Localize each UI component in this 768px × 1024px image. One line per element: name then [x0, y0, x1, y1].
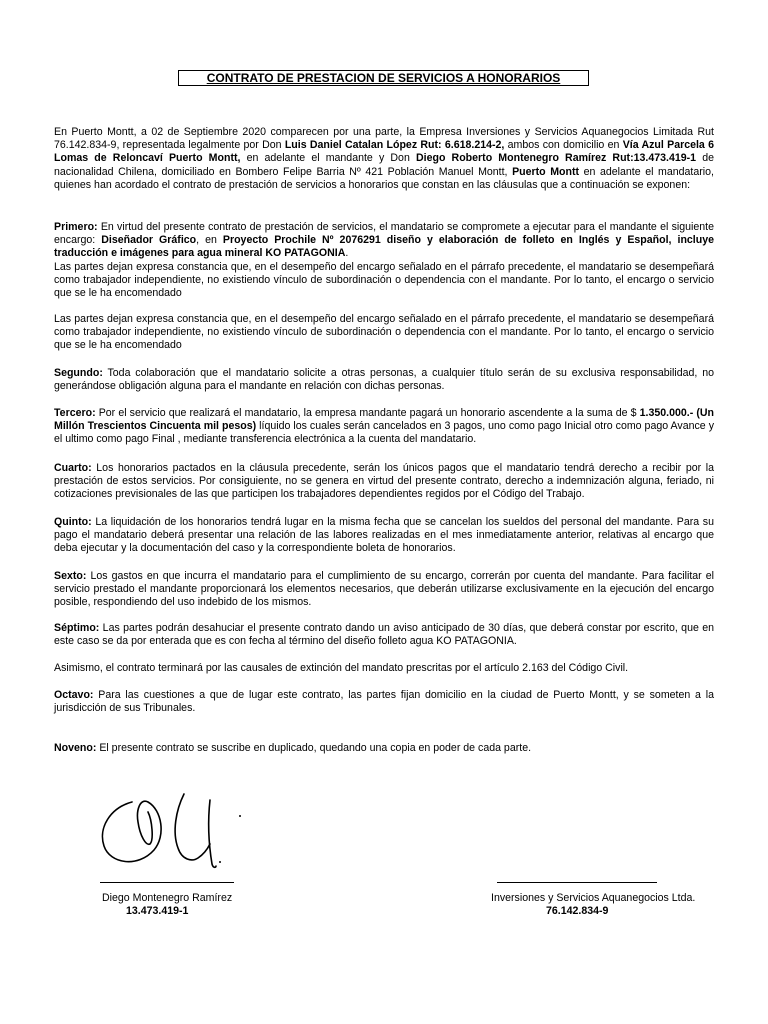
clause-text: Las partes podrán desahuciar el presente contrato dando un aviso anticipado de 30 días, que deberá constar por escrito, que en este caso se da por enterada que es con fecha al término del diseño folleto agua KO PATAGONIA. [54, 622, 714, 648]
clause-label: Primero: [54, 221, 98, 233]
clause-text: Los gastos en que incurra el mandatario para el cumplimiento de su encargo, correrán por cuenta del mandante. Para facilitar el servicio prestado el mandante proporcionará los elementos necesarios, que deberán utilizarse exclusivamente en la ejecución del encargo posible, respondiendo del uso indebido de los mismos. [54, 570, 714, 609]
signature-line-left [100, 882, 234, 883]
clause-quinto [54, 516, 714, 556]
clause-paragraph: Las partes dejan expresa constancia que, en el desempeño del encargo señalado en el párrafo precedente, el mandatario se desempeñará como trabajador independiente, no existiendo vínculo de subordinación o dependencia con el mandante. Por lo tanto, el encargo o servicio que se le ha encomendado [54, 313, 714, 352]
clause-primero [54, 221, 714, 300]
signatory-name-left: Diego Montenegro Ramírez [102, 892, 233, 904]
clause-sexto [54, 570, 714, 610]
clause-text: Para las cuestiones a que de lugar este contrato, las partes fijan domicilio en la ciudad de Puerto Montt, y se someten a la jurisdicción de sus Tribunales. [54, 689, 714, 715]
intro-bold-1: Luis Daniel Catalan López Rut: 6.618.214-2, [284, 139, 505, 152]
intro-text-4: de nacionalidad Chilena, domiciliado en Bombero Felipe Barria Nº 421 Población Manuel Montt, [54, 152, 714, 178]
clause-tercero [54, 407, 714, 447]
clause-noveno [54, 742, 714, 755]
clause-label: Cuarto: [54, 462, 92, 474]
intro-bold-3: Diego Roberto Montenegro Ramírez Rut:13.473.419-1 [415, 152, 697, 165]
intro-paragraph [54, 126, 714, 192]
clause-text: . [345, 247, 349, 260]
clause-text: En virtud del presente contrato de prestación de servicios, el mandatario se compromete a ejecutar para el mandante el siguiente encargo: [54, 221, 714, 247]
clause-text: , en [196, 234, 223, 247]
clause-text: líquido los cuales serán cancelados en 3 pagos, uno como pago Inicial otro como pago Avance y el ultimo como pago Final , mediante transferencia electrónica a la cuenta del mandatario. [54, 420, 714, 446]
signature-line-right [497, 882, 657, 883]
intro-bold-4: Puerto Montt [512, 165, 580, 178]
intro-text-5: en adelante el mandatario, quienes han acordado el contrato de prestación de servicios a honorarios que constan en las cláusulas que a continuación se exponen: [54, 165, 714, 191]
clause-septimo-asimismo [54, 662, 714, 675]
clause-label: Tercero: [54, 407, 96, 419]
clause-bold: Diseñador Gráfico [101, 234, 197, 247]
clause-paragraph: Asimismo, el contrato terminará por las causales de extinción del mandato prescritas por el artículo 2.163 del Código Civil. [54, 662, 629, 674]
clause-text: La liquidación de los honorarios tendrá lugar en la misma fecha que se cancelan los sueldos del personal del mandante. Para su pago el mandatario deberá presentar una relación de las labores realizadas en el mes inmediatamente anterior, relativas al encargo que deba ejecutar y la documentación del caso y la correspondiente boleta de honorarios. [54, 516, 714, 555]
clause-label: Quinto: [54, 516, 92, 528]
clause-primero-repeat [54, 313, 714, 353]
intro-text-3: en adelante el mandante y Don [240, 152, 416, 165]
clause-segundo [54, 367, 714, 393]
clause-label: Séptimo: [54, 622, 100, 634]
clause-label: Noveno: [54, 742, 97, 754]
clause-text: El presente contrato se suscribe en duplicado, quedando una copia en poder de cada parte. [96, 742, 532, 754]
clause-text: Toda colaboración que el mandatario solicite a otras personas, a cualquier título serán de su exclusiva responsabilidad, no generándose obligación alguna para el mandante en relación con dichas personas. [54, 367, 714, 393]
clause-label: Segundo: [54, 367, 103, 379]
intro-bold-2: Vía Azul Parcela 6 Lomas de Reloncaví Puerto Montt, [54, 139, 715, 165]
clause-septimo [54, 622, 714, 648]
intro-text-2: ambos con domicilio en [504, 139, 623, 152]
clause-bold: Proyecto Prochile Nº 2076291 diseño y elaboración de folleto en Inglés y Español, incluye traducción e imágenes para agua mineral KO PATAGONIA [54, 234, 715, 260]
clause-label: Octavo: [54, 689, 94, 701]
signatory-name-right: Inversiones y Servicios Aquanegocios Ltda. [491, 892, 696, 904]
signatory-rut-right: 76.142.834-9 [546, 905, 609, 917]
handwritten-signature-icon [92, 788, 252, 874]
document-title: CONTRATO DE PRESTACION DE SERVICIOS A HONORARIOS [178, 70, 589, 86]
intro-text-1: En Puerto Montt, a 02 de Septiembre 2020 comparecen por una parte, la Empresa Inversiones y Servicios Aquanegocios Limitada Rut 76.142.834-9, representada legalmente por Don [54, 126, 714, 152]
clause-text: Los honorarios pactados en la cláusula precedente, serán los únicos pagos que el mandatario tendrá derecho a recibir por la prestación de estos servicios. Por consiguiente, no se genera en virtud del presente contrato, derecho a indemnización alguna, feriado, ni cotizaciones previsionales de las que participen los trabajadores dependientes regidos por el Código del Trabajo. [54, 462, 714, 501]
clause-text: Por el servicio que realizará el mandatario, la empresa mandante pagará un honorario ascendente a la suma de $ [95, 407, 640, 419]
clause-bold: 1.350.000.- (Un Millón Trescientos Cincuenta mil pesos) [54, 407, 714, 433]
clause-cuarto [54, 462, 714, 502]
clause-label: Sexto: [54, 570, 87, 582]
signatory-rut-left: 13.473.419-1 [126, 905, 189, 917]
clause-octavo [54, 689, 714, 715]
clause-paragraph: Las partes dejan expresa constancia que, en el desempeño del encargo señalado en el párrafo precedente, el mandatario se desempeñará como trabajador independiente, no existiendo vínculo de subordinación o dependencia con el mandante. Por lo tanto, el encargo o servicio que se le ha encomendado [54, 260, 714, 300]
